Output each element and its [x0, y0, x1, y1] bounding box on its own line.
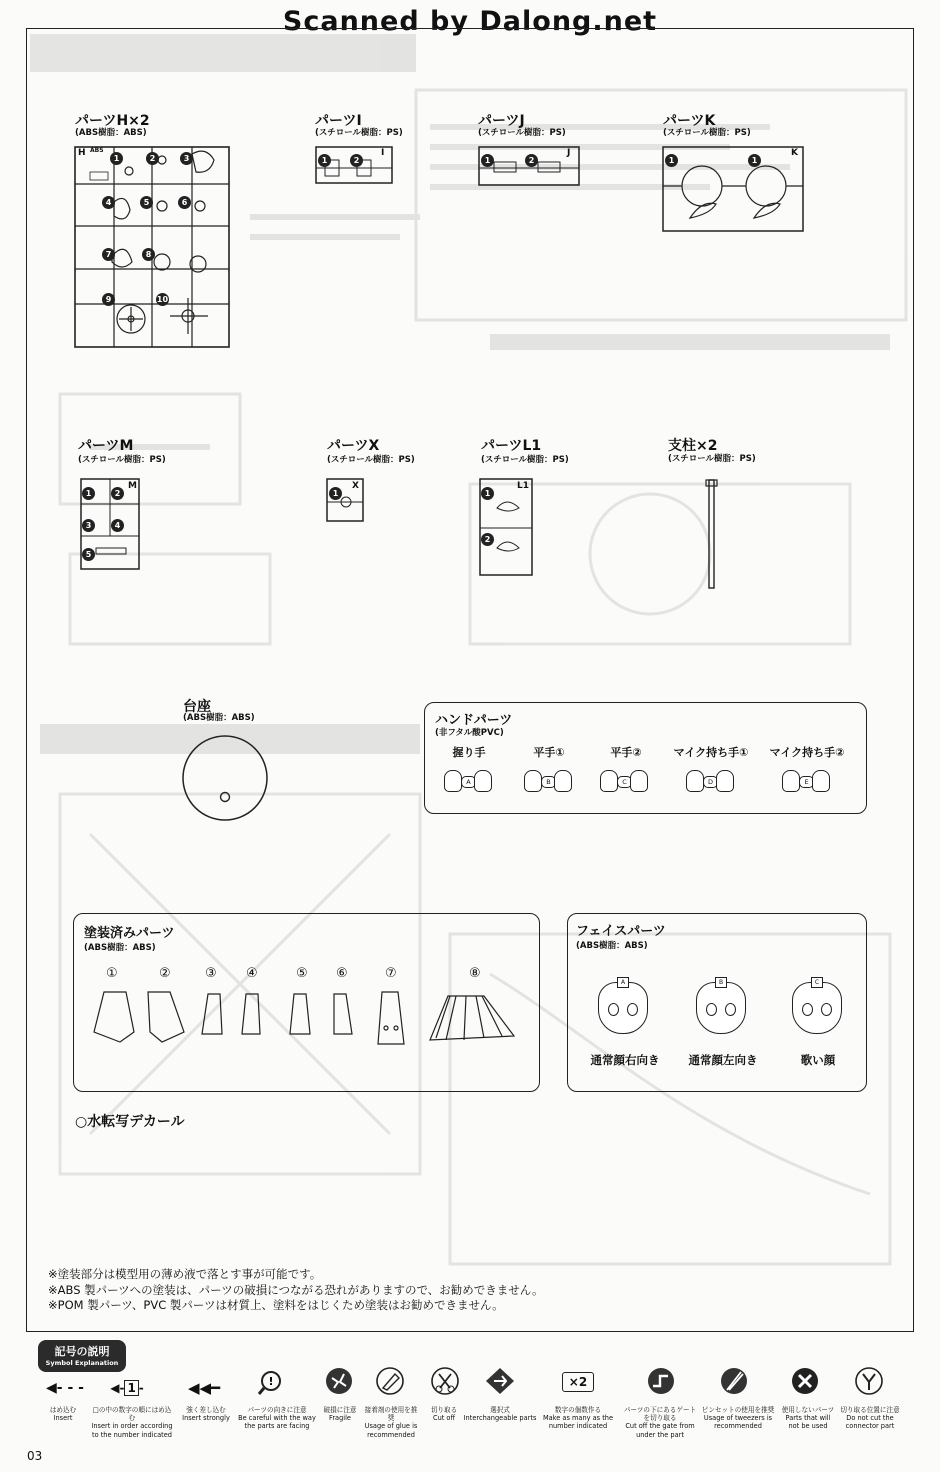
part-number-badge: 9	[102, 287, 115, 306]
part-number-badge: 5	[82, 542, 95, 561]
painted-parts-material: (ABS樹脂：ABS)	[84, 943, 156, 953]
face-parts-material: (ABS樹脂：ABS)	[576, 941, 648, 951]
symbol-caption: 切り取る Cut off	[430, 1406, 458, 1423]
part-number-badge: 2	[525, 148, 538, 167]
runner-h-letter: H	[78, 148, 86, 158]
painted-part-number: ⑦	[385, 966, 397, 981]
tweezers-icon	[719, 1366, 749, 1396]
runner-x-letter: X	[352, 481, 359, 491]
gate-under-icon	[646, 1366, 676, 1396]
symbol-caption: 切り取る位置に注意 Do not cut the connector part	[840, 1406, 900, 1431]
symbol-caption: ピンセットの使用を推奨 Usage of tweezers is recommended	[701, 1406, 775, 1431]
runner-k-material: (スチロール樹脂：PS)	[663, 128, 751, 138]
base-diagram	[182, 735, 268, 821]
face-icon: B	[696, 982, 746, 1034]
make-many-icon: ×2	[562, 1372, 594, 1392]
runner-i-material: (スチロール樹脂：PS)	[315, 128, 403, 138]
cut-icon	[430, 1366, 460, 1396]
runner-l1-letter: L1	[517, 481, 529, 491]
hand-label: マイク持ち手②	[769, 746, 845, 759]
part-number-badge: 1	[82, 481, 95, 500]
painted-part-number: ③	[205, 966, 217, 981]
runner-l1-material: (スチロール樹脂：PS)	[481, 455, 569, 465]
choice-icon	[484, 1366, 516, 1396]
runner-k-title: パーツK	[663, 113, 716, 129]
part-number-badge: 8	[142, 242, 155, 261]
symbol-caption: 使用しないパーツ Parts that will not be used	[781, 1406, 835, 1431]
face-label: 歌い顔	[800, 1053, 836, 1067]
base-material: (ABS樹脂：ABS)	[183, 713, 255, 723]
connector-icon	[854, 1366, 884, 1396]
support-pole-diagram	[704, 478, 720, 592]
runner-i-title: パーツI	[315, 113, 362, 129]
note-line: ※ABS 製パーツへの塗装は、パーツの破損につながる恐れがありますので、お勧めできません。	[48, 1283, 544, 1297]
part-number-badge: 1	[481, 148, 494, 167]
runner-l1-title: パーツL1	[481, 438, 542, 454]
symbol-caption: □の中の数字の順にはめ込む Insert in order according to the number indicated	[91, 1406, 173, 1439]
insert-order-icon: ◀- 1 -	[110, 1381, 144, 1395]
part-number-badge: 4	[102, 190, 115, 209]
runner-j-letter: J	[567, 148, 571, 158]
runner-m-letter: M	[128, 481, 137, 491]
hand-spread-icon: C	[600, 768, 648, 794]
note-line: ※POM 製パーツ、PVC 製パーツは材質上、塗料をはじくため塗装はお勧めできません。	[48, 1298, 504, 1312]
part-number-badge: 4	[111, 513, 124, 532]
runner-x-material: (スチロール樹脂：PS)	[327, 455, 415, 465]
part-number-badge: 2	[481, 527, 494, 546]
part-number-badge: 6	[178, 190, 191, 209]
hand-open-icon: B	[524, 768, 572, 794]
symbol-caption: パーツの下にあるゲートを切り取る Cut off the gate from under the part	[623, 1406, 697, 1439]
part-number-badge: 1	[110, 146, 123, 165]
runner-m-material: (スチロール樹脂：PS)	[78, 455, 166, 465]
part-number-badge: 1	[481, 481, 494, 500]
part-number-badge: 7	[102, 242, 115, 261]
glue-icon	[375, 1366, 405, 1396]
hand-parts-material: (非フタル酸PVC)	[435, 728, 504, 738]
support-title: 支柱×2	[668, 438, 718, 454]
symbol-caption: 強く差し込む Insert strongly	[182, 1406, 230, 1423]
symbol-caption: 数字の個数作る Make as many as the number indicated	[542, 1406, 614, 1431]
runner-h-material: (ABS樹脂：ABS)	[75, 128, 147, 138]
hand-grip-icon: A	[444, 768, 492, 794]
symbol-legend-subtitle: Symbol Explanation	[45, 1359, 119, 1367]
hand-mic-icon: E	[782, 768, 830, 794]
hand-mic-icon: D	[686, 768, 734, 794]
painted-part-number: ⑧	[469, 966, 481, 981]
part-number-badge: 3	[82, 513, 95, 532]
part-number-badge: 2	[146, 146, 159, 165]
symbol-caption: パーツの向きに注意 Be careful with the way the parts are facing	[238, 1406, 316, 1431]
hand-label: 握り手	[452, 746, 486, 759]
painted-part-number: ⑥	[336, 966, 348, 981]
part-number-badge: 5	[140, 190, 153, 209]
fragile-icon	[324, 1366, 354, 1396]
part-number-badge: 2	[111, 481, 124, 500]
part-number-badge: 1	[748, 148, 761, 167]
runner-h-material-tag: ABS	[90, 147, 104, 154]
runner-i-letter: I	[381, 148, 385, 158]
insert-arrow-icon: ◀- - -	[46, 1380, 84, 1396]
symbol-legend-title: 記号の説明	[54, 1345, 110, 1358]
face-icon: A	[598, 982, 648, 1034]
symbol-legend-header	[38, 1340, 126, 1372]
base-title: 台座	[183, 699, 211, 715]
painted-part-number: ②	[159, 966, 171, 981]
part-number-badge: 1	[665, 148, 678, 167]
runner-k-letter: K	[791, 148, 798, 158]
runner-k-diagram	[662, 146, 806, 234]
scan-credit: Scanned by Dalong.net	[282, 6, 658, 37]
symbol-caption: はめ込む Insert	[49, 1406, 77, 1423]
symbol-caption: 接着剤の使用を推奨 Usage of glue is recommended	[364, 1406, 418, 1439]
runner-h-title: パーツH×2	[75, 113, 150, 129]
part-number-badge: 1	[329, 481, 342, 500]
part-number-badge: 2	[350, 148, 363, 167]
note-line: ※塗装部分は模型用の薄め液で落とす事が可能です。	[48, 1267, 322, 1281]
hand-parts-title: ハンドパーツ	[435, 713, 513, 728]
face-label: 通常顔右向き	[590, 1053, 660, 1067]
symbol-caption: 選択式 Interchangeable parts	[463, 1406, 537, 1423]
direction-caution-icon	[258, 1368, 286, 1396]
painted-part-number: ④	[246, 966, 258, 981]
runner-x-title: パーツX	[327, 438, 380, 454]
face-icon: C	[792, 982, 842, 1034]
runner-j-material: (スチロール樹脂：PS)	[478, 128, 566, 138]
runner-j-title: パーツJ	[478, 113, 525, 129]
part-number-badge: 3	[180, 146, 193, 165]
page-number: 03	[27, 1449, 43, 1463]
part-number-badge: 1	[318, 148, 331, 167]
hand-label: 平手①	[533, 746, 565, 759]
face-parts-title: フェイスパーツ	[576, 924, 666, 939]
unused-part-icon	[790, 1366, 820, 1396]
painted-part-number: ①	[106, 966, 118, 981]
runner-m-title: パーツM	[78, 438, 134, 454]
double-arrow-icon: ◀◀━	[187, 1379, 221, 1397]
symbol-caption: 破損に注意 Fragile	[323, 1406, 357, 1423]
decal-label: ○水転写デカール	[75, 1114, 185, 1130]
support-material: (スチロール樹脂：PS)	[668, 454, 756, 464]
painted-parts-drawings	[90, 988, 520, 1058]
svg-text:!: !	[268, 1375, 274, 1388]
face-label: 通常顔左向き	[688, 1053, 758, 1067]
painted-parts-title: 塗装済みパーツ	[84, 926, 175, 941]
hand-label: マイク持ち手①	[673, 746, 749, 759]
hand-label: 平手②	[610, 746, 642, 759]
part-number-badge: 10	[156, 295, 169, 304]
painted-part-number: ⑤	[296, 966, 308, 981]
